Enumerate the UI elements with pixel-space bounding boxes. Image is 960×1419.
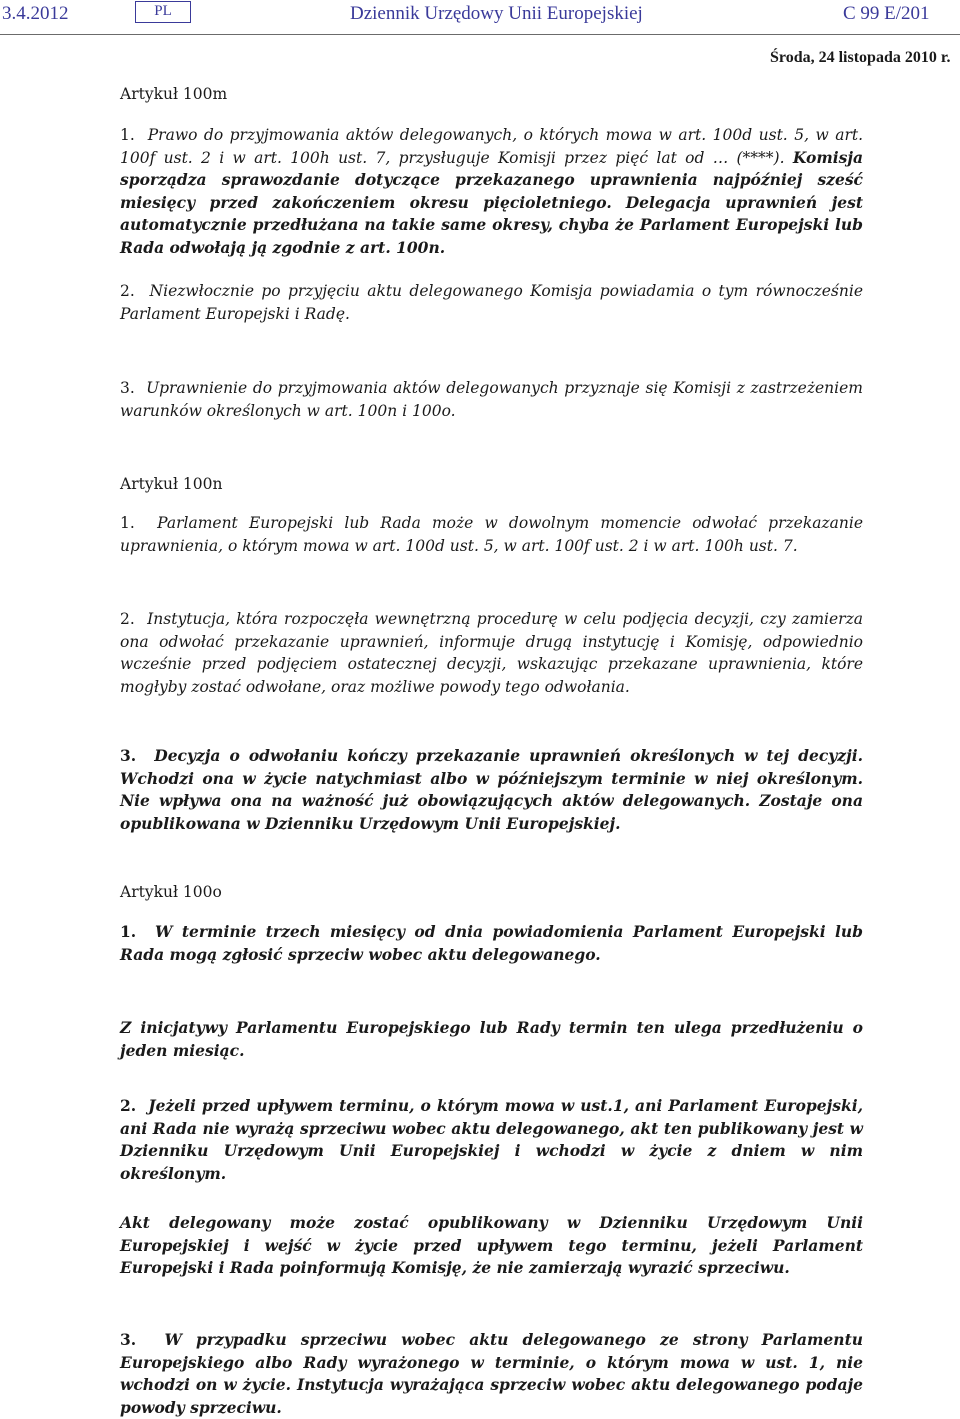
article-100n-para-3: 3. Decyzja o odwołaniu kończy przekazanie uprawnień określonych w tej decyzji. Wchodzi ona w życie natychmiast albo w późniejszym terminie w niej określonym. Nie wpływa ona na ważność już obowiązujących aktów delegowanych. Zostaje ona opublikowana w Dzienniku Urzędowym Unii Europejskiej. — [120, 746, 864, 833]
article-100o-para-1-extension: Z inicjatywy Parlamentu Europejskiego lub Rady termin ten ulega przedłużeniu o jeden miesiąc. — [120, 1018, 863, 1060]
page-header — [0, 0, 960, 35]
article-100n-para-2: 2. Instytucja, która rozpoczęła wewnętrzną procedurę w celu podjęcia decyzji, czy zamierza ona odwołać przekazanie uprawnień, informuje drugą instytucję i Komisję, odpowiednio wcześnie przed podjęciem ostatecznej decyzji, wskazując przekazane uprawnienia, które mogłyby zostać odwołane, oraz możliwe powody tego odwołania. — [120, 610, 863, 696]
publication-date: 3.4.2012 — [2, 3, 69, 24]
article-100n-para-1: 1. Parlament Europejski lub Rada może w dowolnym momencie odwołać przekazanie uprawnienia, o którym mowa w art. 100d ust. 5, w art. 100f ust. 2 i w art. 100h ust. 7. — [120, 514, 863, 555]
article-100n-title: Artykuł 100n — [120, 475, 223, 493]
article-100m-para-1: 1. Prawo do przyjmowania aktów delegowanych, o których mowa w art. 100d ust. 5, w art. 100f ust. 2 i w art. 100h ust. 7, przysługuje Komisji przez pięć lat od … (****). Komisja sporządza sprawozdanie dotyczące przekazanego uprawnienia najpóźniej sześć miesięcy przed zakończeniem okresu pięcioletniego. Delegacja uprawnień jest automatycznie przedłużana na takie same okresy, chyba że Parlament Europejski lub Rada odwołają ją zgodnie z art. 100n. — [120, 126, 864, 257]
article-100m-para-3: 3. Uprawnienie do przyjmowania aktów delegowanych przyznaje się Komisji z zastrzeżeniem warunków określonych w art. 100n i 100o. — [120, 379, 863, 420]
article-100o-para-3: 3. W przypadku sprzeciwu wobec aktu delegowanego ze strony Parlamentu Europejskiego albo Rady wyrażonego w terminie, o którym mowa w ust. 1, nie wchodzi on w życie. Instytucja wyrażająca sprzeciw wobec aktu delegowanego podaje powody sprzeciwu. — [120, 1330, 863, 1417]
article-100o-para-1: 1. W terminie trzech miesięcy od dnia powiadomienia Parlament Europejski lub Rada mogą zgłosić sprzeciw wobec aktu delegowanego. — [120, 922, 863, 964]
article-100m-para-2: 2. Niezwłocznie po przyjęciu aktu delegowanego Komisja powiadamia o tym równocześnie Parlament Europejski i Radę. — [120, 282, 864, 323]
article-100o-para-2-extension: Akt delegowany może zostać opublikowany w Dzienniku Urzędowym Unii Europejskiej i wejść w życie przed upływem tego terminu, jeżeli Parlament Europejski i Rada poinformują Komisję, że nie zamierzają wyrazić sprzeciwu. — [120, 1213, 863, 1277]
journal-title: Dziennik Urzędowy Unii Europejskiej — [350, 3, 643, 24]
sitting-date: Środa, 24 listopada 2010 r. — [770, 49, 951, 66]
article-100o-title: Artykuł 100o — [120, 883, 222, 901]
language-box: PL — [135, 1, 191, 23]
journal-reference: C 99 E/201 — [843, 3, 930, 24]
article-100m-title: Artykuł 100m — [120, 85, 228, 103]
article-100o-para-2: 2. Jeżeli przed upływem terminu, o którym mowa w ust.1, ani Parlament Europejski, ani Rada nie wyrażą sprzeciwu wobec aktu delegowanego, akt ten publikowany jest w Dzienniku Urzędowym Unii Europejskiej i wchodzi w życie z dniem w nim określonym. — [120, 1096, 863, 1183]
